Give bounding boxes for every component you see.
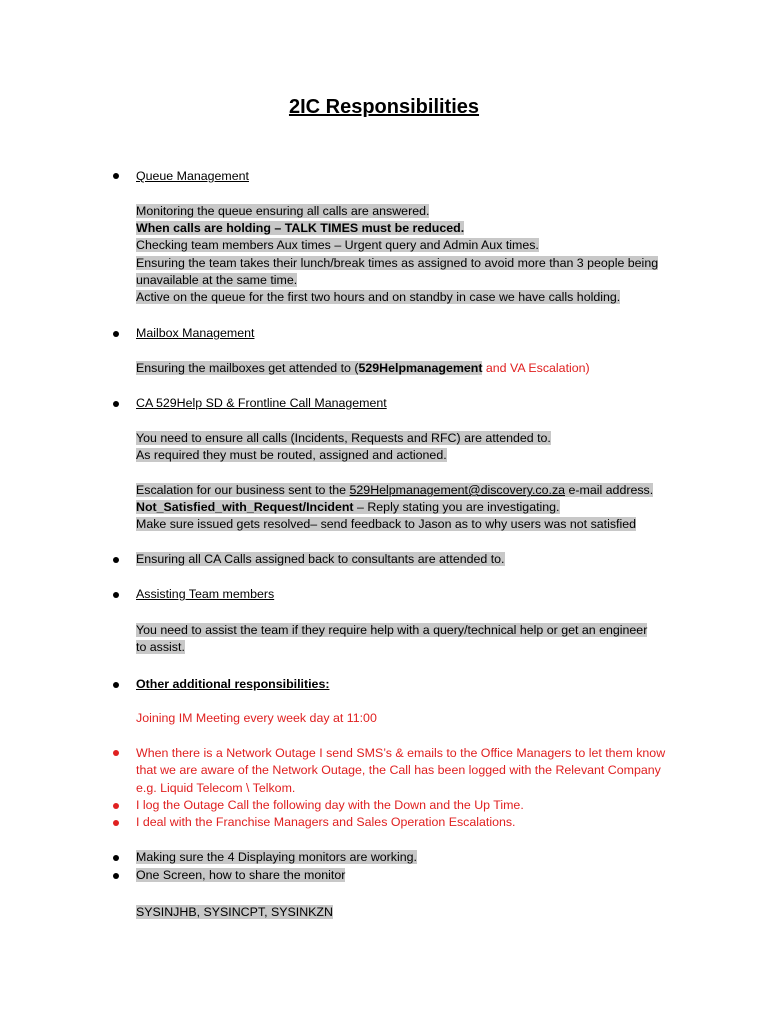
ca-line-5: Make sure issued gets resolved– send feedback to Jason as to why users was not satisfied bbox=[136, 517, 637, 531]
bullet bbox=[113, 855, 119, 861]
outage-line-2: that we are aware of the Network Outage, the Call has been logged with the Relevant Company bbox=[136, 763, 661, 777]
queue-line-4: Ensuring the team takes their lunch/break times as assigned to avoid more than 3 people being bbox=[136, 256, 659, 270]
ensuring-line: Ensuring all CA Calls assigned back to consultants are attended to. bbox=[136, 552, 505, 566]
ca-line-2: As required they must be routed, assigned and actioned. bbox=[136, 448, 447, 462]
ca-email-link[interactable]: 529Helpmanagement@discovery.co.za bbox=[349, 483, 566, 497]
franchise-line: I deal with the Franchise Managers and Sales Operation Escalations. bbox=[136, 815, 516, 829]
bullet bbox=[113, 820, 119, 826]
queue-heading: Queue Management bbox=[136, 169, 249, 183]
systems-line: SYSINJHB, SYSINCPT, SYSINKZN bbox=[136, 905, 333, 919]
outage-line-3: e.g. Liquid Telecom \ Telkom. bbox=[136, 781, 296, 795]
ca-line-4b: – Reply stating you are investigating. bbox=[353, 500, 560, 514]
assisting-line-2: to assist. bbox=[136, 640, 185, 654]
page-title: 2IC Responsibilities bbox=[288, 96, 480, 118]
screen-line: One Screen, how to share the monitor bbox=[136, 868, 346, 882]
ca-line-4a: Not_Satisfied_with_Request/Incident bbox=[136, 500, 354, 514]
bullet bbox=[113, 592, 119, 598]
mailbox-heading: Mailbox Management bbox=[136, 326, 255, 340]
ca-line-3a: Escalation for our business sent to the bbox=[136, 483, 350, 497]
queue-line-6: Active on the queue for the first two hours and on standby in case we have calls holding. bbox=[136, 290, 621, 304]
ca-heading: CA 529Help SD & Frontline Call Management bbox=[136, 396, 387, 410]
bullet bbox=[113, 401, 119, 407]
assisting-heading: Assisting Team members bbox=[136, 587, 275, 601]
mailbox-line-d: ) bbox=[585, 361, 590, 375]
mailbox-line-b: 529Helpmanagement bbox=[358, 361, 483, 375]
outage-call-line: I log the Outage Call the following day with the Down and the Up Time. bbox=[136, 798, 524, 812]
queue-line-1: Monitoring the queue ensuring all calls are answered. bbox=[136, 204, 430, 218]
bullet bbox=[113, 750, 119, 756]
bullet bbox=[113, 873, 119, 879]
queue-line-5: unavailable at the same time. bbox=[136, 273, 298, 287]
mailbox-line-a: Ensuring the mailboxes get attended to ( bbox=[136, 361, 359, 375]
queue-line-2: When calls are holding – TALK TIMES must be reduced. bbox=[136, 221, 465, 235]
meeting-line: Joining IM Meeting every week day at 11:00 bbox=[136, 711, 377, 725]
queue-line-3: Checking team members Aux times – Urgent query and Admin Aux times. bbox=[136, 238, 539, 252]
ca-line-1: You need to ensure all calls (Incidents, Requests and RFC) are attended to. bbox=[136, 431, 551, 445]
bullet bbox=[113, 173, 119, 179]
assisting-line-1: You need to assist the team if they require help with a query/technical help or get an engineer bbox=[136, 623, 648, 637]
bullet bbox=[113, 557, 119, 563]
mailbox-line-c: and VA Escalation bbox=[482, 361, 586, 375]
other-heading: Other additional responsibilities: bbox=[136, 677, 330, 691]
bullet bbox=[113, 803, 119, 809]
outage-line-1: When there is a Network Outage I send SMS’s & emails to the Office Managers to let them know bbox=[136, 746, 666, 760]
bullet bbox=[113, 331, 119, 337]
ca-line-3c: e-mail address. bbox=[565, 483, 654, 497]
monitors-line: Making sure the 4 Displaying monitors are working. bbox=[136, 850, 417, 864]
bullet bbox=[113, 682, 119, 688]
